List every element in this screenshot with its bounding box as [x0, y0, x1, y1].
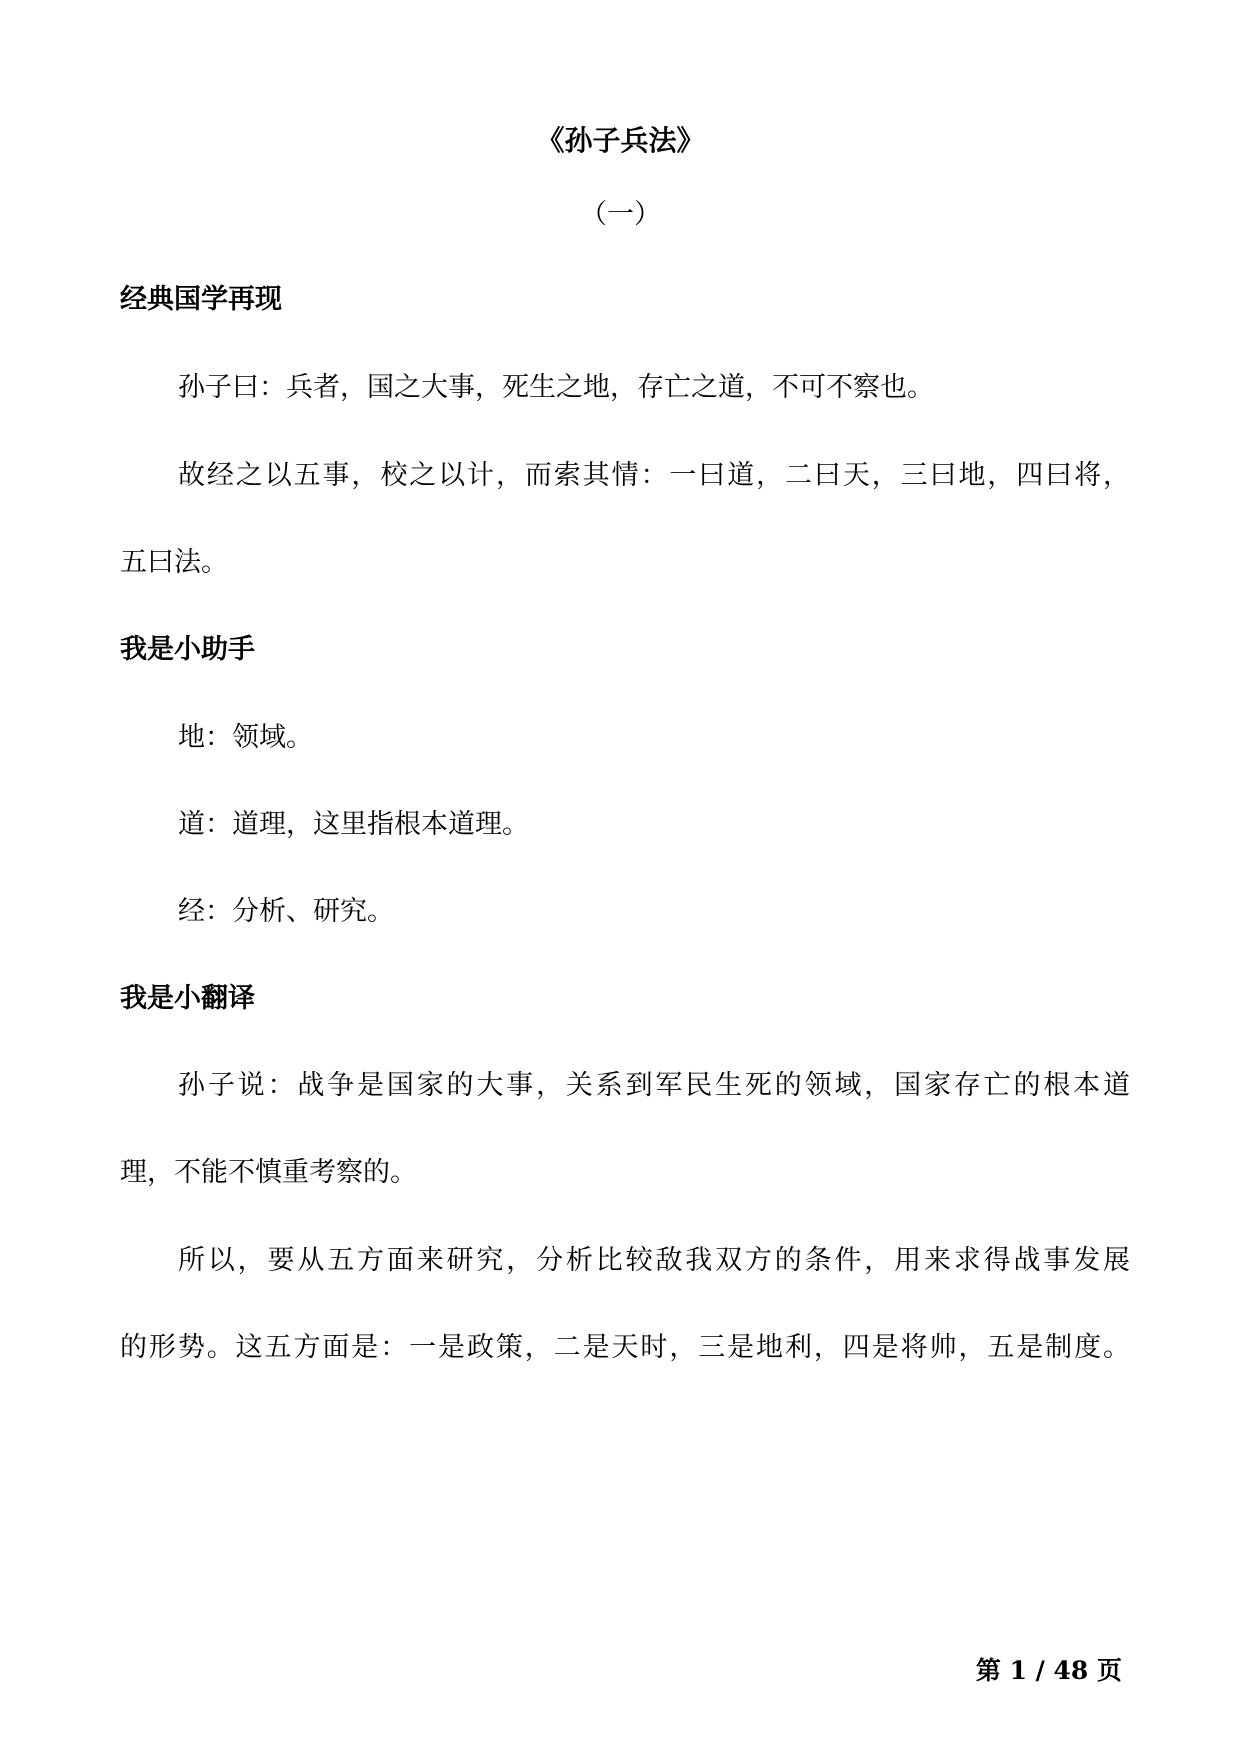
classic-paragraph-2-line-2: 五曰法。	[120, 547, 228, 578]
translation-paragraph-2-line-2: 的形势。这五方面是：一是政策，二是天时，三是地利，四是将帅，五是制度。	[120, 1332, 1130, 1363]
glossary-item-jing: 经：分析、研究。	[178, 896, 394, 927]
page-number: 第 1 / 48 页	[975, 1656, 1122, 1685]
section-heading-translation: 我是小翻译	[120, 983, 255, 1014]
glossary-item-di: 地：领域。	[178, 722, 313, 753]
glossary-item-dao: 道：道理，这里指根本道理。	[178, 809, 529, 840]
document-subtitle: （一）	[580, 199, 661, 230]
section-heading-classic-text: 经典国学再现	[120, 284, 282, 315]
classic-paragraph-2-line-1: 故经之以五事，校之以计，而索其情：一曰道，二曰天，三曰地，四曰将，	[178, 460, 1130, 491]
document-title: 《孙子兵法》	[536, 124, 705, 157]
classic-paragraph-1: 孙子曰：兵者，国之大事，死生之地，存亡之道，不可不察也。	[178, 372, 934, 403]
translation-paragraph-1-line-1: 孙子说：战争是国家的大事，关系到军民生死的领域，国家存亡的根本道	[178, 1070, 1130, 1101]
translation-paragraph-2-line-1: 所以，要从五方面来研究，分析比较敌我双方的条件，用来求得战事发展	[178, 1245, 1130, 1276]
translation-paragraph-1-line-2: 理，不能不慎重考察的。	[120, 1157, 417, 1188]
section-heading-helper: 我是小助手	[120, 634, 255, 665]
